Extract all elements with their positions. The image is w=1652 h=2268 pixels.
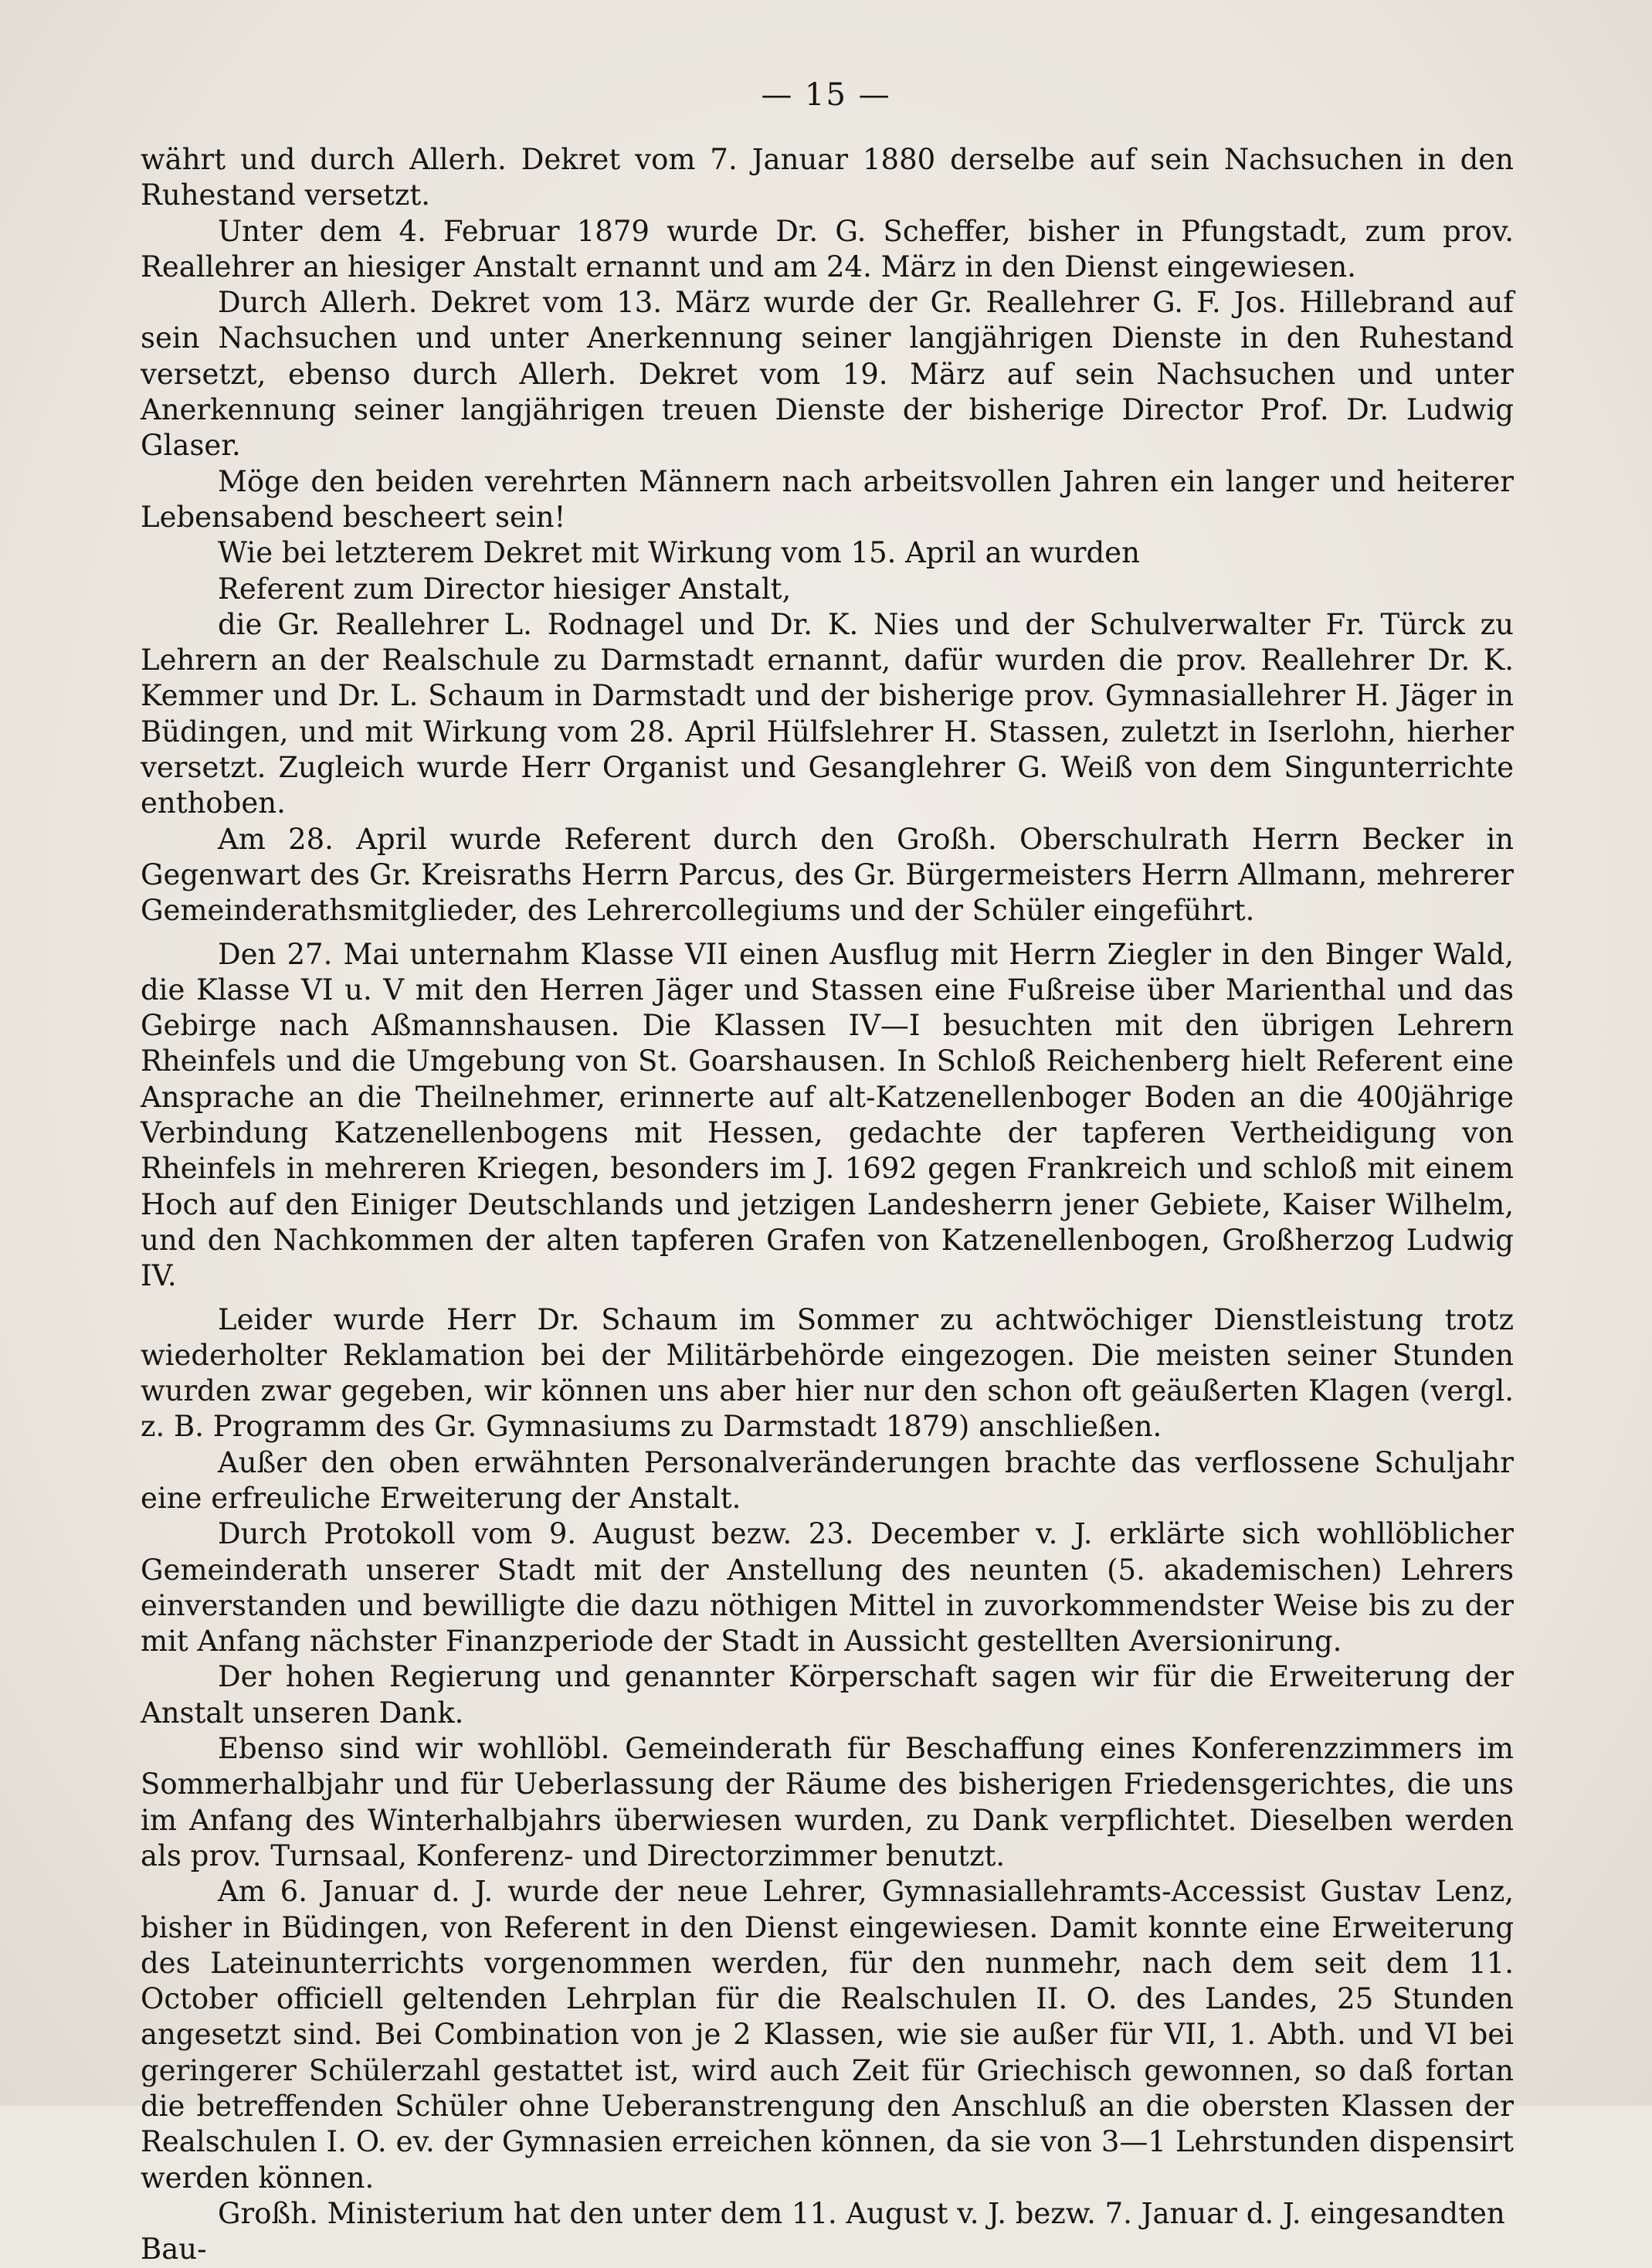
paragraph: Leider wurde Herr Dr. Schaum im Sommer zu achtwöchiger Dienstleistung trotz wiederholter Reklamation bei der Militärbehörde eingezogen. Die meisten seiner Stunden wurden zwar gegeben, wir können uns aber hier nur den schon oft geäußerten Klagen (vergl. z. B. Programm des Gr. Gymnasiums zu Darmstadt 1879) anschließen.	[141, 1302, 1514, 1444]
body-text	[141, 142, 1514, 2268]
paragraph: Am 6. Januar d. J. wurde der neue Lehrer, Gymnasiallehramts-Accessist Gustav Lenz, bisher in Büdingen, von Referent in den Dienst eingewiesen. Damit konnte eine Erweiterung des Lateinunterrichts vorgenommen werden, für den nunmehr, nach dem seit dem 11. October officiell geltenden Lehrplan für die Realschulen II. O. des Landes, 25 Stunden angesetzt sind. Bei Combination von je 2 Klassen, wie sie außer für VII, 1. Abth. und VI bei geringerer Schülerzahl gestattet ist, wird auch Zeit für Griechisch gewonnen, so daß fortan die betreffenden Schüler ohne Ueberanstrengung den Anschluß an die obersten Klassen der Realschulen I. O. ev. der Gymnasien erreichen können, da sie von 3—1 Lehrstunden dispensirt werden können.	[141, 1875, 1514, 2195]
paragraph: Den 27. Mai unternahm Klasse VII einen Ausflug mit Herrn Ziegler in den Binger Wald, die Klasse VI u. V mit den Herren Jäger und Stassen eine Fußreise über Marienthal und das Gebirge nach Aßmannshausen. Die Klassen IV—I besuchten mit den übrigen Lehrern Rheinfels und die Umgebung von St. Goarshausen. In Schloß Reichenberg hielt Referent eine Ansprache an die Theilnehmer, erinnerte auf alt-Katzenellenboger Boden an die 400jährige Verbindung Katzenellenbogens mit Hessen, gedachte der tapferen Vertheidigung von Rheinfels in mehreren Kriegen, besonders im J. 1692 gegen Frankreich und schloß mit einem Hoch auf den Einiger Deutschlands und jetzigen Landesherrn jener Gebiete, Kaiser Wilhelm, und den Nachkommen der alten tapferen Grafen von Katzenellenbogen, Großherzog Ludwig IV.	[141, 937, 1514, 1293]
paragraph: die Gr. Reallehrer L. Rodnagel und Dr. K. Nies und der Schulverwalter Fr. Türck zu Lehrern an der Realschule zu Darmstadt ernannt, dafür wurden die prov. Reallehrer Dr. K. Kemmer und Dr. L. Schaum in Darmstadt und der bisherige prov. Gymnasiallehrer H. Jäger in Büdingen, und mit Wirkung vom 28. April Hülfslehrer H. Stassen, zuletzt in Iserlohn, hierher versetzt. Zugleich wurde Herr Organist und Gesanglehrer G. Weiß von dem Singunterrichte enthoben.	[141, 607, 1514, 820]
paragraph: Unter dem 4. Februar 1879 wurde Dr. G. Scheffer, bisher in Pfungstadt, zum prov. Reallehrer an hiesiger Anstalt ernannt und am 24. März in den Dienst eingewiesen.	[141, 214, 1514, 284]
paragraph: währt und durch Allerh. Dekret vom 7. Januar 1880 derselbe auf sein Nachsuchen in den Ruhestand versetzt.	[141, 143, 1514, 212]
paragraph: Durch Allerh. Dekret vom 13. März wurde der Gr. Reallehrer G. F. Jos. Hillebrand auf sein Nachsuchen und unter Anerkennung seiner langjährigen Dienste in den Ruhestand versetzt, ebenso durch Allerh. Dekret vom 19. März auf sein Nachsuchen und unter Anerkennung seiner langjährigen treuen Dienste der bisherige Director Prof. Dr. Ludwig Glaser.	[141, 286, 1514, 463]
paragraph: Außer den oben erwähnten Personalveränderungen brachte das verflossene Schuljahr eine erfreuliche Erweiterung der Anstalt.	[141, 1445, 1514, 1515]
page-number: — 15 —	[761, 77, 891, 113]
paragraph: Wie bei letzterem Dekret mit Wirkung vom 15. April an wurden	[218, 536, 1140, 570]
paragraph: Der hohen Regierung und genannter Körperschaft sagen wir für die Erweiterung der Anstalt unseren Dank.	[141, 1660, 1514, 1730]
paragraph: Großh. Ministerium hat den unter dem 11. August v. J. bezw. 7. Januar d. J. eingesandten Bau-	[141, 2196, 1505, 2266]
paragraph: Ebenso sind wir wohllöbl. Gemeinderath für Beschaffung eines Konferenzzimmers im Sommerhalbjahr und für Ueberlassung der Räume des bisherigen Friedensgerichtes, die uns im Anfang des Winterhalbjahrs überwiesen wurden, zu Dank verpflichtet. Dieselben werden als prov. Turnsaal, Konferenz- und Directorzimmer benutzt.	[141, 1732, 1514, 1872]
paragraph: Am 28. April wurde Referent durch den Großh. Oberschulrath Herrn Becker in Gegenwart des Gr. Kreisraths Herrn Parcus, des Gr. Bürgermeisters Herrn Allmann, mehrerer Gemeinderathsmitglieder, des Lehrercollegiums und der Schüler eingeführt.	[141, 822, 1514, 928]
paragraph: Referent zum Director hiesiger Anstalt,	[218, 572, 792, 606]
paragraph: Durch Protokoll vom 9. August bezw. 23. December v. J. erklärte sich wohllöblicher Gemeinderath unserer Stadt mit der Anstellung des neunten (5. akademischen) Lehrers einverstanden und bewilligte die dazu nöthigen Mittel in zuvorkommendster Weise bis zu der mit Anfang nächster Finanzperiode der Stadt in Aussicht gestellten Aversionirung.	[141, 1517, 1514, 1659]
paragraph: Möge den beiden verehrten Männern nach arbeitsvollen Jahren ein langer und heiterer Lebensabend bescheert sein!	[141, 464, 1514, 534]
